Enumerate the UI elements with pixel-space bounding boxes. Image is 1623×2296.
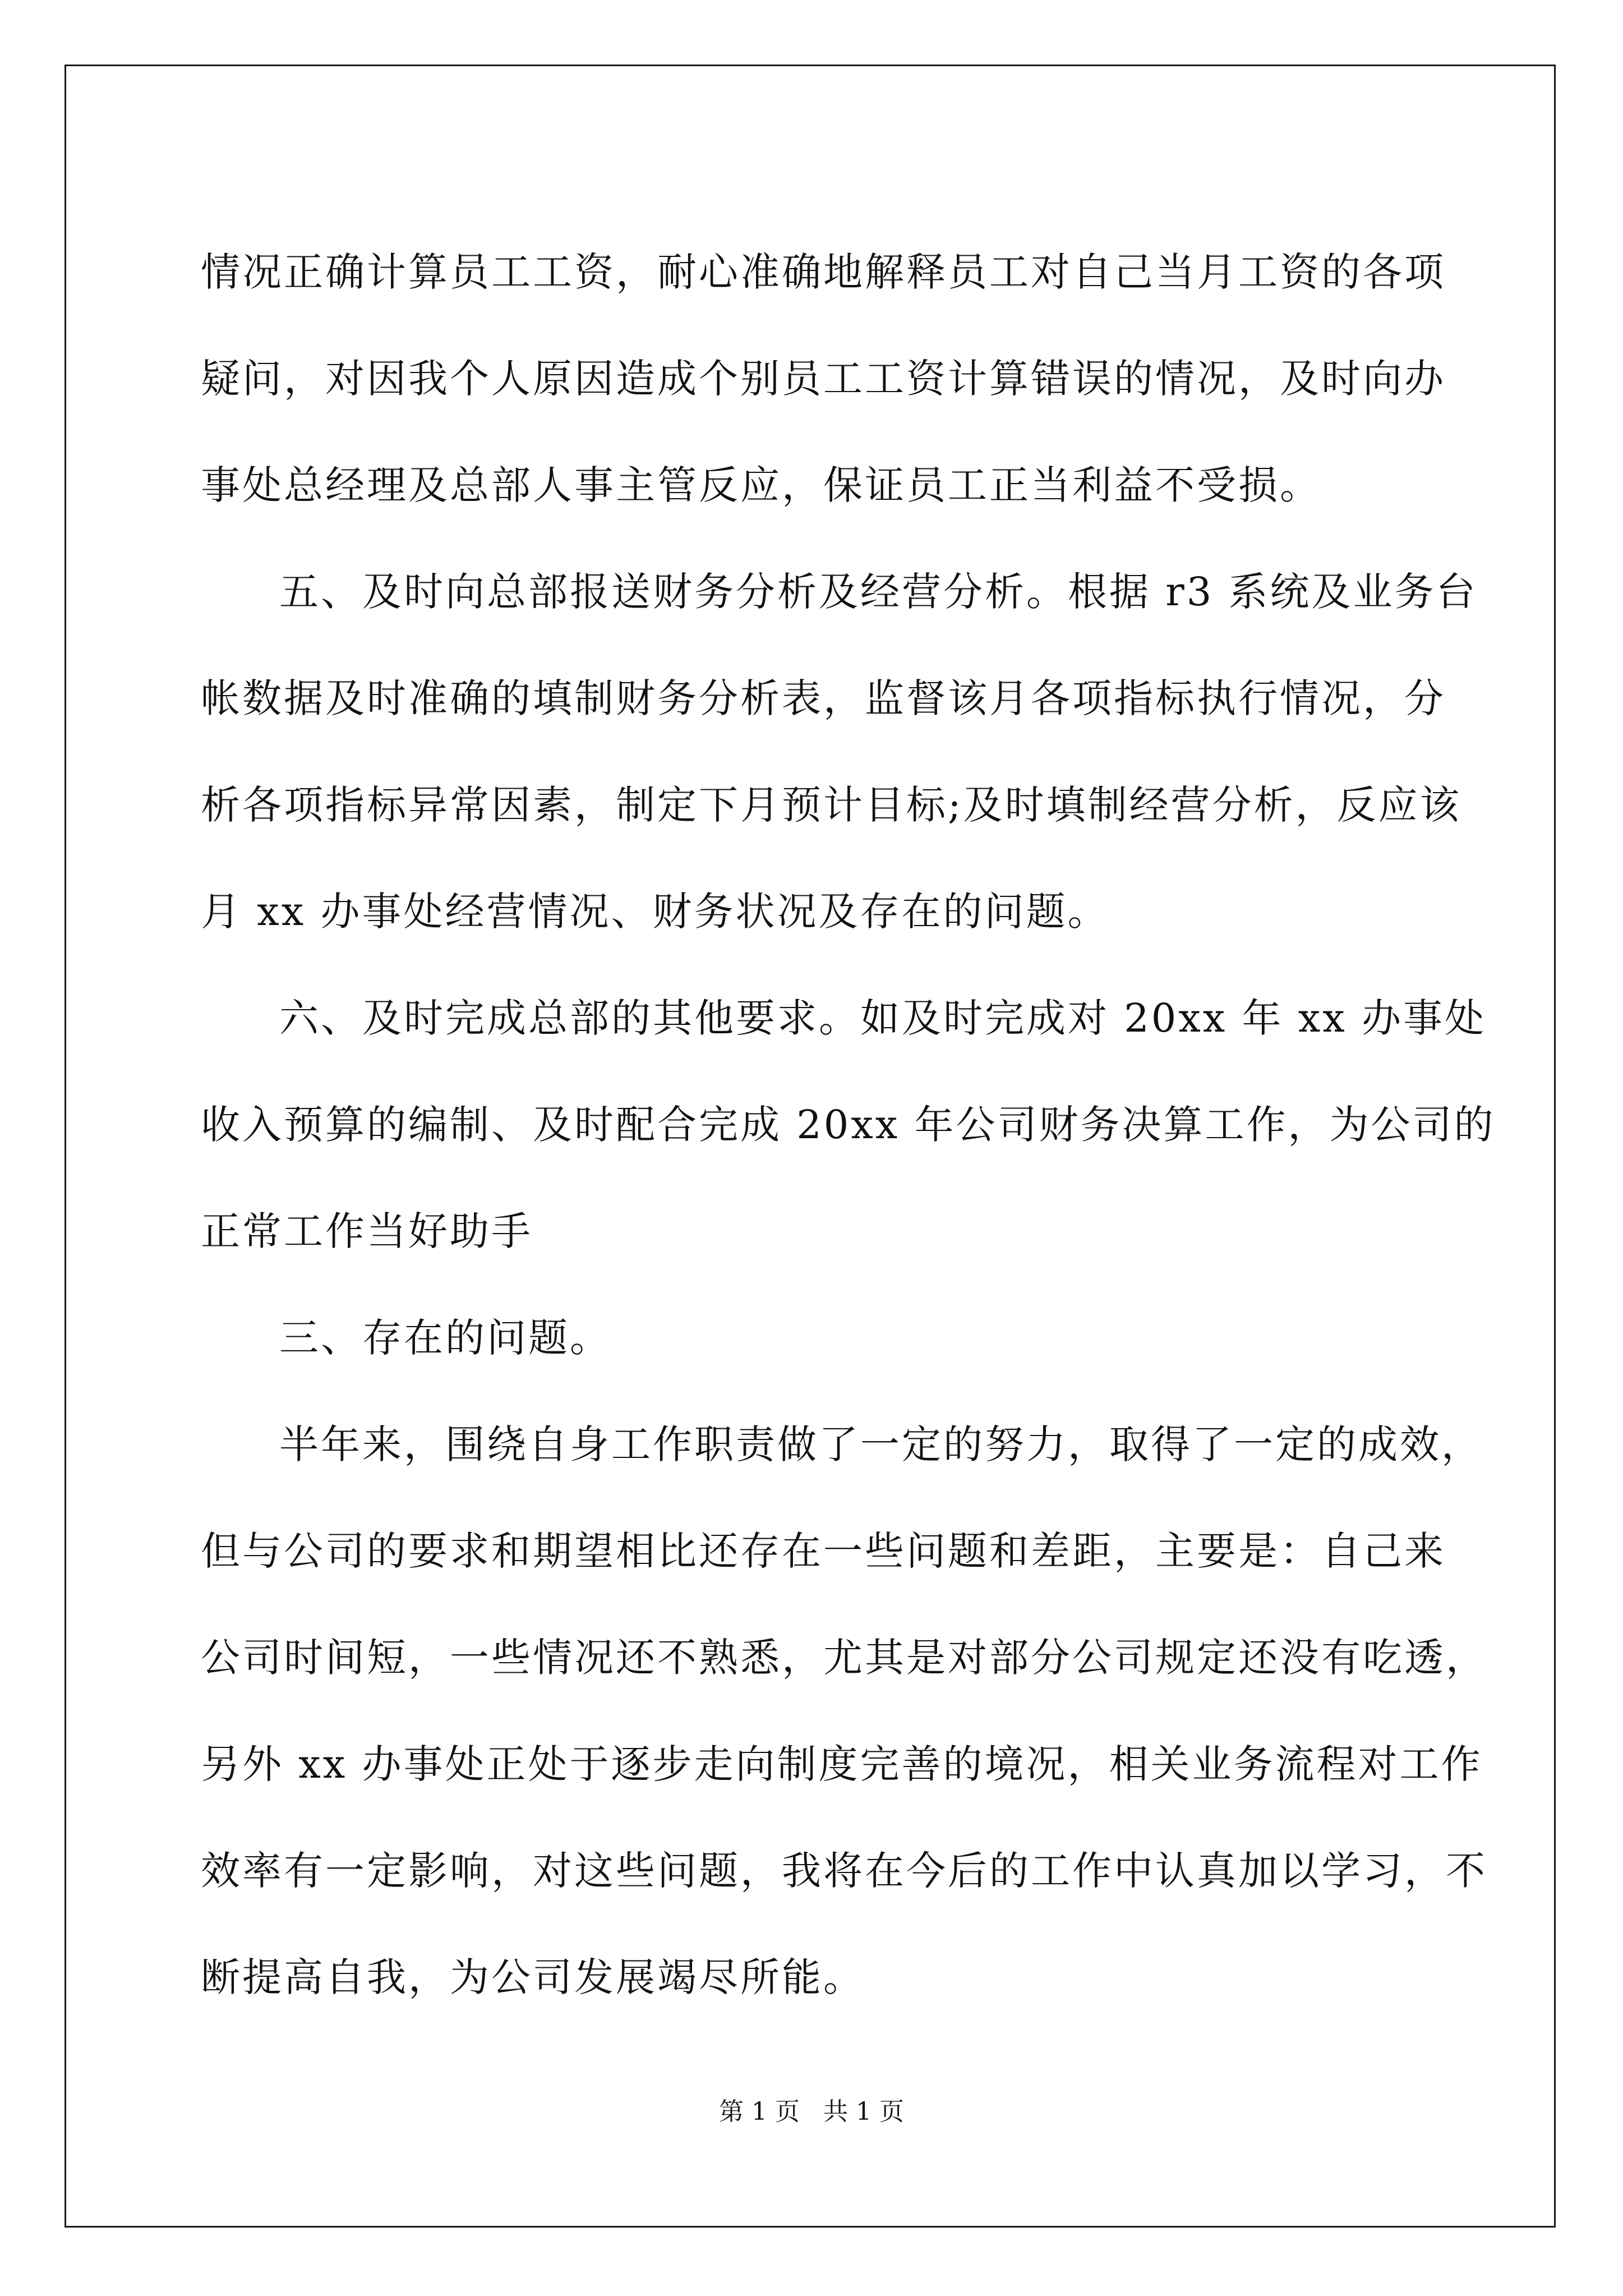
page-number-current: 第 1 页 [719,2097,800,2126]
paragraph-first-line: 六、及时完成总部的其他要求。如及时完成对 20xx 年 xx 办事处 [279,995,1486,1041]
text-line: 但与公司的要求和期望相比还存在一些问题和差距，主要是：自己来 [201,1528,1446,1574]
paragraph-first-line: 半年来，围绕自身工作职责做了一定的努力，取得了一定的成效， [279,1421,1483,1467]
text-line: 公司时间短，一些情况还不熟悉，尤其是对部分公司规定还没有吃透， [201,1635,1487,1681]
footer-separator [800,2097,823,2126]
text-line: 事处总经理及总部人事主管反应，保证员工正当利益不受损。 [201,462,1321,508]
text-line: 情况正确计算员工工资，耐心准确地解释员工对自己当月工资的各项 [201,249,1446,295]
text-line: 月 xx 办事处经营情况、财务状况及存在的问题。 [201,889,1109,935]
text-line: 另外 xx 办事处正处于逐步走向制度完善的境况，相关业务流程对工作 [201,1741,1483,1787]
text-line: 析各项指标异常因素，制定下月预计目标;及时填制经营分析，反应该 [201,782,1461,828]
section-heading: 三、存在的问题。 [279,1315,611,1361]
text-line: 帐数据及时准确的填制财务分析表，监督该月各项指标执行情况，分 [201,675,1446,721]
page-footer [0,2095,1623,2129]
text-line: 断提高自我，为公司发展竭尽所能。 [201,1954,865,2000]
page-number-total: 共 1 页 [823,2097,904,2126]
text-line: 效率有一定影响，对这些问题，我将在今后的工作中认真加以学习，不 [201,1848,1487,1894]
document-body [201,219,1496,2031]
text-line: 收入预算的编制、及时配合完成 20xx 年公司财务决算工作，为公司的 [201,1102,1496,1148]
paragraph-first-line: 五、及时向总部报送财务分析及经营分析。根据 r3 系统及业务台 [279,569,1478,615]
text-line: 正常工作当好助手 [201,1208,533,1254]
text-line: 疑问，对因我个人原因造成个别员工工资计算错误的情况，及时向办 [201,356,1446,402]
